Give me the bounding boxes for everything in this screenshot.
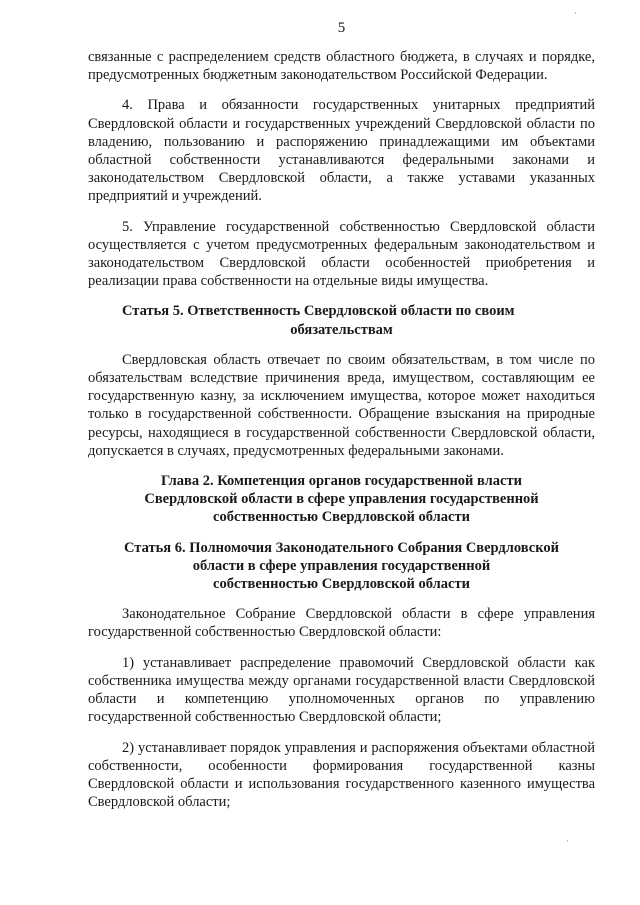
article-6-intro: Законодательное Собрание Свердловской области в сфере управления государственной собственностью Свердловской области:	[88, 606, 595, 641]
article-6-item-1: 1) устанавливает распределение правомочий Свердловской области как собственника имущества между органами государственной власти Свердловской области и компетенцию уполномоченных органов по управлению государственной собственностью Свердловской области;	[88, 654, 595, 726]
chapter-2-heading-line3: собственностью Свердловской области	[213, 509, 470, 526]
scan-speck: ·	[566, 836, 569, 846]
article-5-heading-line1: Статья 5. Ответственность Свердловской области по своим	[122, 303, 515, 320]
article-5-heading-line2: обязательствам	[290, 321, 393, 338]
article-5-body: Свердловская область отвечает по своим обязательствам, в том числе по обязательствам вследствие причинения вреда, имуществом, составляющим ее государственную казну, за исключением имущества, которое может находиться только в государственной собственности. Обращение взыскания на природные ресурсы, находящиеся в государственной собственности Свердловской области, допускается в случаях, предусмотренных федеральными законами.	[88, 351, 595, 459]
chapter-2-heading-line2: Свердловской области в сфере управления государственной	[144, 491, 539, 508]
document-body	[88, 48, 595, 823]
paragraph-item-5: 5. Управление государственной собственностью Свердловской области осуществляется с учетом предусмотренных федеральным законодательством и законодательством Свердловской области особенностей приобретения и реализации права собственности на отдельные виды имущества.	[88, 218, 595, 290]
article-6-heading	[88, 539, 595, 594]
document-page	[88, 0, 595, 905]
article-6-heading-line2: области в сфере управления государственной	[192, 557, 491, 574]
article-6-heading-line3: собственностью Свердловской области	[213, 576, 470, 593]
chapter-2-heading	[88, 472, 595, 527]
article-5-heading	[88, 302, 595, 338]
paragraph-item-4: 4. Права и обязанности государственных унитарных предприятий Свердловской области и государственных учреждений Свердловской области по владению, пользованию и распоряжению принадлежащими им объектами областной собственности устанавливаются федеральными законами и законодательством Свердловской области, а также уставами указанных предприятий и учреждений.	[88, 97, 595, 205]
article-6-item-2: 2) устанавливает порядок управления и распоряжения объектами областной собственности, особенности формирования государственной казны Свердловской области и использования государственного казенного имущества Свердловской области;	[88, 739, 595, 811]
paragraph-continuation: связанные с распределением средств областного бюджета, в случаях и порядке, предусмотренных бюджетным законодательством Российской Федерации.	[88, 49, 595, 84]
page-number: 5	[337, 20, 346, 36]
scan-speck: ·	[574, 8, 577, 18]
article-6-heading-line1: Статья 6. Полномочия Законодательного Собрания Свердловской	[124, 539, 559, 556]
chapter-2-heading-line1: Глава 2. Компетенция органов государственной власти	[161, 473, 522, 490]
